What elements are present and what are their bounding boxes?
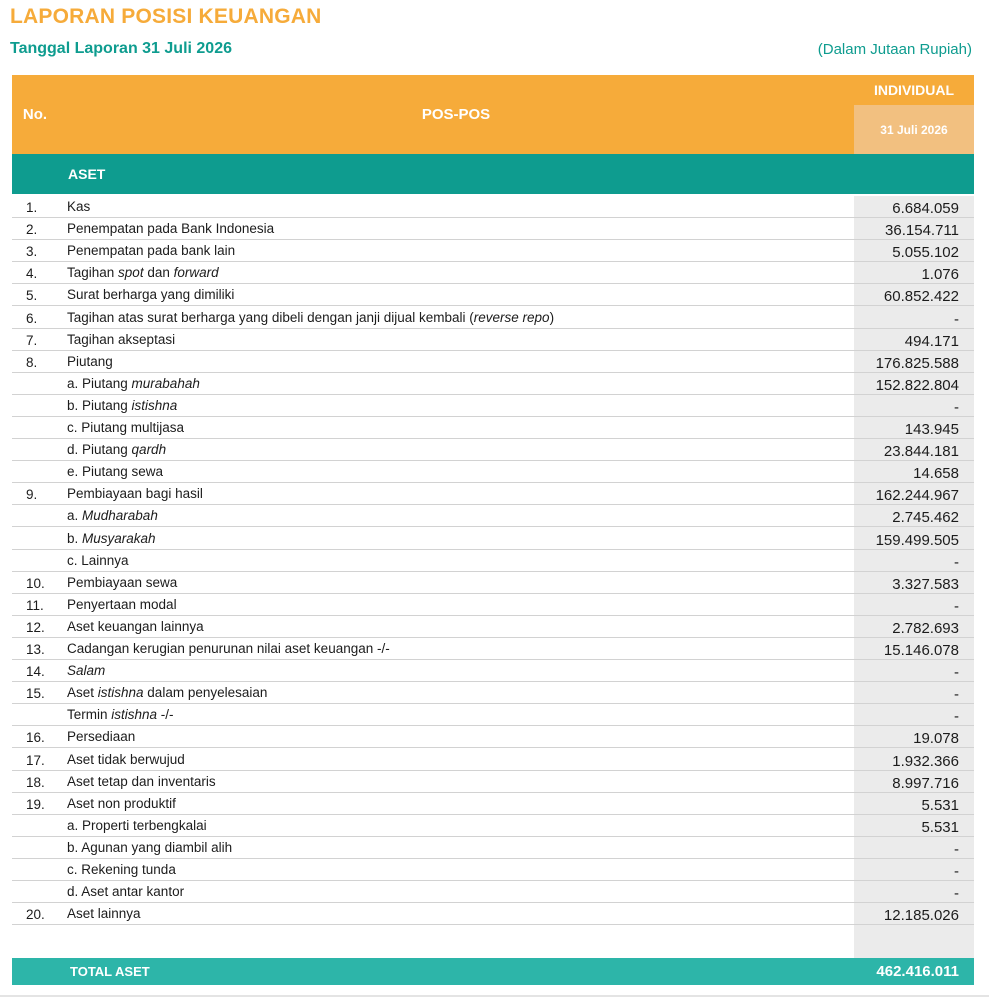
- row-number: 18.: [26, 774, 45, 790]
- row-value: -: [954, 885, 959, 903]
- row-item-name: Termin istishna -/-: [67, 707, 174, 723]
- row-value: 1.932.366: [892, 752, 959, 770]
- table-row: [12, 704, 974, 726]
- table-row: [12, 903, 974, 925]
- report-date: Tanggal Laporan 31 Juli 2026: [10, 40, 232, 57]
- row-item-name: Salam: [67, 663, 106, 679]
- row-number: 11.: [26, 597, 44, 613]
- table-row: [12, 550, 974, 572]
- table-row: [12, 749, 974, 771]
- row-item-name: Aset tetap dan inventaris: [67, 773, 216, 789]
- row-value: 14.658: [913, 465, 959, 483]
- row-value: 2.782.693: [892, 619, 959, 637]
- column-header-individual: INDIVIDUAL: [873, 82, 955, 98]
- currency-unit-note: (Dalam Jutaan Rupiah): [817, 41, 972, 58]
- section-label: ASET: [68, 166, 106, 182]
- row-number: 12.: [26, 619, 45, 635]
- row-item-name: Kas: [67, 199, 91, 214]
- row-number: 7.: [26, 332, 38, 348]
- column-header-no: No.: [22, 106, 48, 123]
- table-row: [12, 307, 974, 329]
- row-item-name: d. Aset antar kantor: [67, 884, 185, 900]
- row-value: -: [954, 686, 959, 704]
- row-item-name: Aset keuangan lainnya: [67, 618, 204, 634]
- row-number: 15.: [26, 686, 45, 702]
- section-header-aset: [12, 154, 974, 194]
- table-row: [12, 793, 974, 815]
- row-item-name: a. Properti terbengkalai: [67, 817, 207, 833]
- report-title: LAPORAN POSISI KEUANGAN: [10, 5, 322, 28]
- row-item-name: Tagihan atas surat berharga yang dibeli dengan janji dijual kembali (reverse repo): [67, 309, 555, 325]
- row-item-name: Surat berharga yang dimiliki: [67, 287, 235, 303]
- row-item-name: c. Rekening tunda: [67, 862, 176, 877]
- row-item-name: Penempatan pada Bank Indonesia: [67, 221, 275, 237]
- row-value: -: [954, 840, 959, 858]
- row-value: 5.531: [921, 796, 959, 814]
- table-row: [12, 483, 974, 505]
- page-bottom-divider: [0, 995, 989, 997]
- row-number: 1.: [26, 200, 38, 215]
- table-row: [12, 351, 974, 373]
- row-item-name: Aset istishna dalam penyelesaian: [67, 685, 268, 701]
- row-number: 2.: [26, 222, 38, 238]
- row-item-name: c. Lainnya: [67, 552, 129, 568]
- row-value: -: [954, 553, 959, 571]
- row-number: 14.: [26, 664, 45, 680]
- row-item-name: Pembiayaan sewa: [67, 574, 178, 590]
- row-value: 15.146.078: [883, 642, 959, 659]
- row-item-name: Cadangan kerugian penurunan nilai aset keuangan -/-: [67, 641, 390, 656]
- row-item-name: Aset tidak berwujud: [67, 751, 185, 767]
- row-item-name: e. Piutang sewa: [67, 464, 164, 480]
- row-item-name: Aset non produktif: [67, 795, 176, 811]
- row-value: -: [954, 664, 959, 682]
- row-value: 12.185.026: [883, 907, 959, 925]
- row-value: -: [954, 708, 959, 726]
- table-row: [12, 572, 974, 594]
- row-value: 2.745.462: [892, 509, 959, 527]
- row-value: 6.684.059: [892, 200, 959, 217]
- row-value: 176.825.588: [875, 354, 959, 372]
- row-number: 19.: [26, 796, 45, 812]
- asset-table: [12, 196, 974, 958]
- table-row: [12, 881, 974, 903]
- row-item-name: Penempatan pada bank lain: [67, 243, 236, 259]
- table-row: [12, 726, 974, 748]
- row-number: 5.: [26, 288, 38, 304]
- row-item-name: Tagihan spot dan forward: [67, 265, 219, 281]
- table-row: [12, 505, 974, 527]
- row-value: -: [954, 398, 959, 416]
- column-header-date: 31 Juli 2026: [854, 105, 974, 154]
- row-number: 16.: [26, 730, 45, 746]
- row-value: 23.844.181: [883, 443, 959, 461]
- row-item-name: Persediaan: [67, 729, 136, 745]
- table-row: [12, 262, 974, 284]
- table-row: [12, 218, 974, 240]
- row-value: 60.852.422: [883, 288, 959, 306]
- row-number: 20.: [26, 907, 45, 923]
- row-value: 36.154.711: [885, 222, 959, 240]
- total-label: TOTAL ASET: [70, 964, 150, 979]
- row-number: 4.: [26, 266, 38, 282]
- table-row: [12, 638, 974, 660]
- row-value: -: [954, 310, 959, 328]
- table-row: [12, 329, 974, 351]
- row-item-name: c. Piutang multijasa: [67, 420, 185, 435]
- row-number: 17.: [26, 752, 45, 768]
- row-value: -: [954, 863, 959, 880]
- table-row: [12, 771, 974, 793]
- table-row: [12, 859, 974, 881]
- row-number: 9.: [26, 487, 38, 503]
- row-item-name: b. Musyarakah: [67, 530, 156, 546]
- table-row: [12, 616, 974, 638]
- row-number: 3.: [26, 244, 38, 260]
- table-row: [12, 461, 974, 483]
- table-row: [12, 594, 974, 616]
- table-row: [12, 373, 974, 395]
- row-item-name: Aset lainnya: [67, 906, 141, 922]
- row-value: 162.244.967: [875, 487, 959, 505]
- table-row: [12, 196, 974, 218]
- table-row: [12, 439, 974, 461]
- row-number: 6.: [26, 310, 38, 326]
- total-value: 462.416.011: [876, 963, 959, 980]
- table-row: [12, 682, 974, 704]
- row-value: 5.055.102: [892, 244, 959, 262]
- total-row: [12, 958, 974, 985]
- row-item-name: a. Piutang murabahah: [67, 375, 200, 391]
- table-row: [12, 417, 974, 439]
- table-row: [12, 395, 974, 417]
- table-row: [12, 240, 974, 262]
- row-item-name: b. Piutang istishna: [67, 397, 178, 413]
- row-value: 143.945: [904, 421, 959, 438]
- table-row: [12, 528, 974, 550]
- row-value: 152.822.804: [875, 376, 959, 394]
- row-value: -: [954, 597, 959, 615]
- row-item-name: d. Piutang qardh: [67, 442, 167, 458]
- row-value: 19.078: [913, 730, 959, 748]
- row-value: 159.499.505: [875, 531, 959, 549]
- row-value: 494.171: [904, 332, 959, 350]
- row-item-name: Piutang: [67, 353, 113, 369]
- row-number: 10.: [26, 575, 45, 591]
- table-header: [12, 75, 974, 154]
- row-item-name: Pembiayaan bagi hasil: [67, 486, 203, 502]
- column-header-pos: POS-POS: [421, 106, 491, 123]
- row-value: 8.997.716: [892, 774, 959, 792]
- row-item-name: Penyertaan modal: [67, 596, 177, 612]
- table-row: [12, 284, 974, 306]
- row-value: 1.076: [921, 266, 959, 284]
- row-number: 8.: [26, 354, 38, 370]
- row-value: 5.531: [921, 818, 959, 836]
- row-value: 3.327.583: [892, 575, 959, 593]
- table-row: [12, 815, 974, 837]
- table-row: [12, 837, 974, 859]
- row-item-name: a. Mudharabah: [67, 508, 158, 524]
- row-number: 13.: [26, 642, 45, 657]
- table-row: [12, 660, 974, 682]
- row-item-name: Tagihan akseptasi: [67, 331, 176, 347]
- row-item-name: b. Agunan yang diambil alih: [67, 839, 233, 855]
